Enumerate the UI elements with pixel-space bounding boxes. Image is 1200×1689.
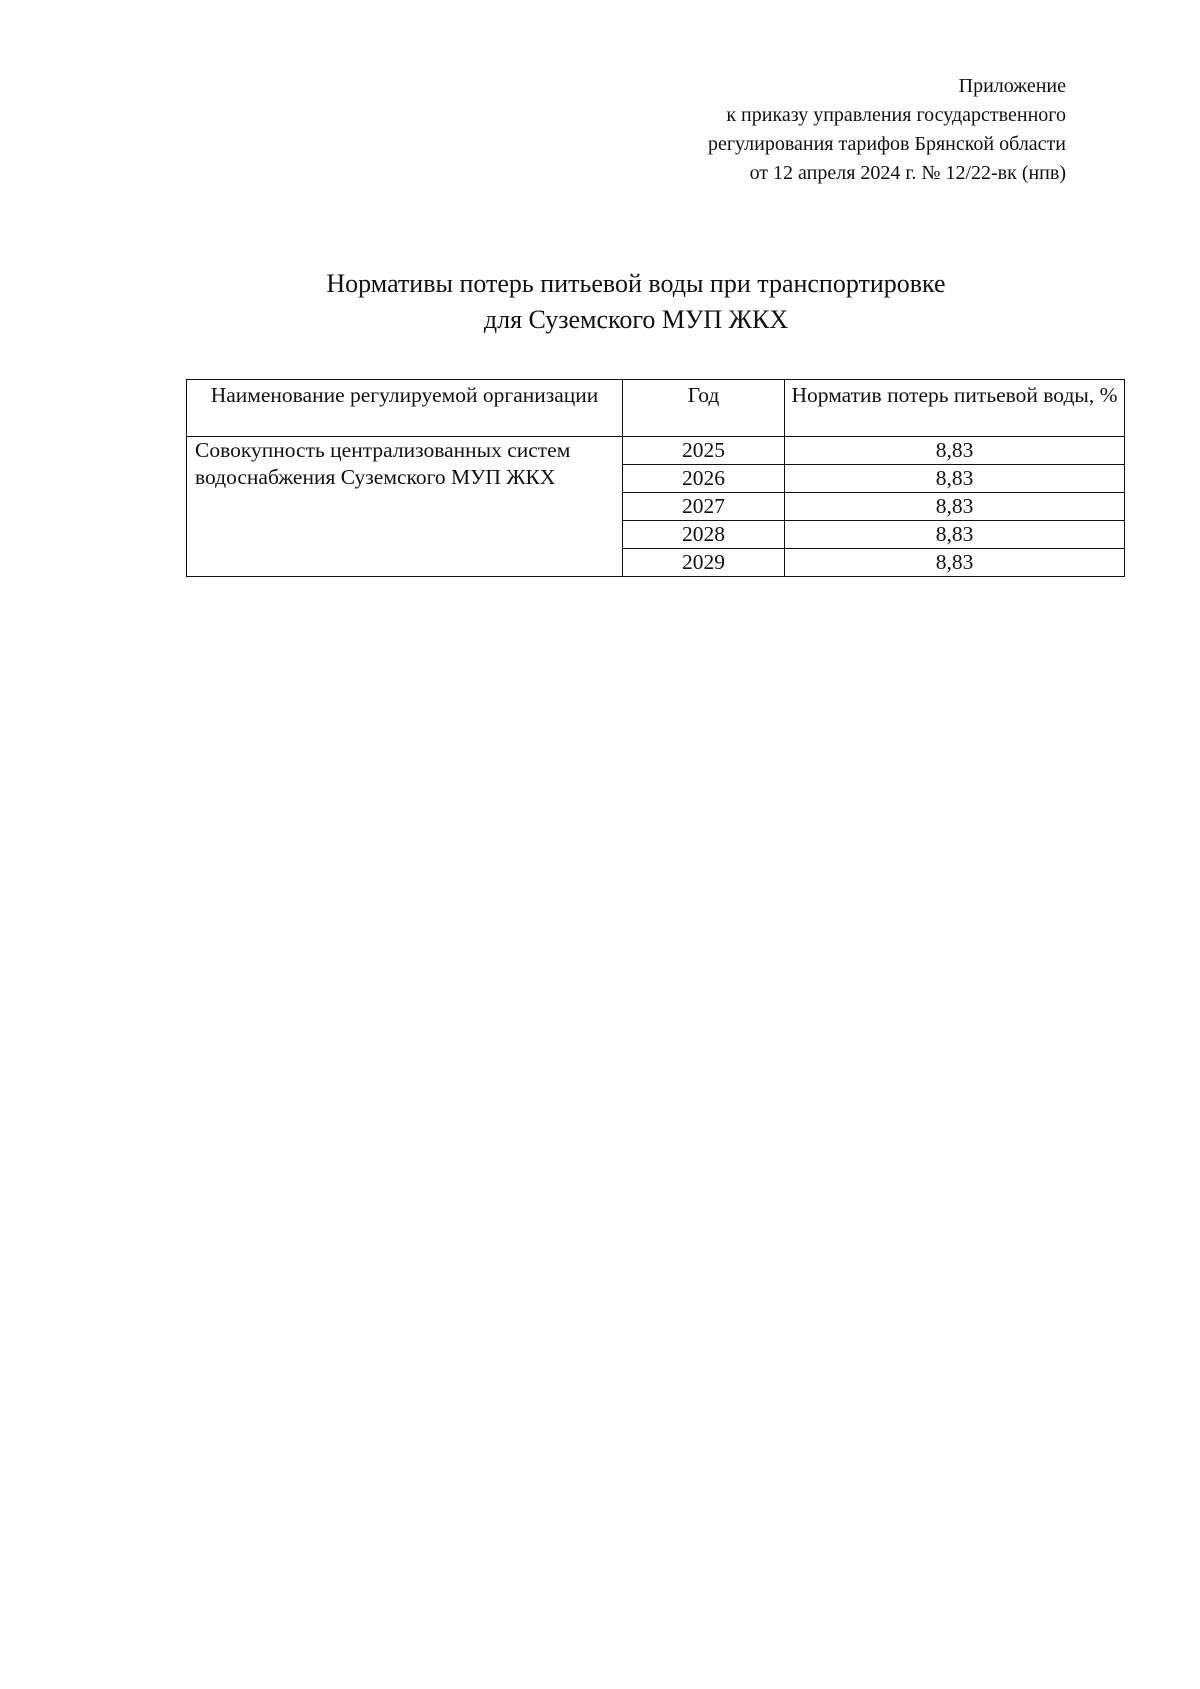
- header-norm: Норматив потерь питьевой воды, %: [785, 380, 1125, 437]
- year-cell: 2029: [623, 549, 785, 577]
- appendix-line-3: регулирования тарифов Брянской области: [707, 133, 1066, 155]
- appendix-block: [708, 72, 1066, 188]
- table-row: [187, 437, 1125, 465]
- appendix-line-1: Приложение: [958, 75, 1066, 97]
- value-cell: 8,83: [785, 549, 1125, 577]
- year-cell: 2025: [623, 437, 785, 465]
- value-cell: 8,83: [785, 521, 1125, 549]
- header-year: Год: [623, 380, 785, 437]
- year-cell: 2026: [623, 465, 785, 493]
- title-line-2: для Суземского МУП ЖКХ: [483, 305, 789, 334]
- value-cell: 8,83: [785, 465, 1125, 493]
- year-cell: 2028: [623, 521, 785, 549]
- title-line-1: Нормативы потерь питьевой воды при транспортировке: [326, 269, 946, 298]
- norms-table: [186, 379, 1125, 577]
- organization-cell: Совокупность централизованных систем водоснабжения Суземского МУП ЖКХ: [187, 437, 623, 577]
- year-cell: 2027: [623, 493, 785, 521]
- appendix-line-4: от 12 апреля 2024 г. № 12/22-вк (нпв): [749, 162, 1066, 184]
- header-organization: Наименование регулируемой организации: [187, 380, 623, 437]
- appendix-line-2: к приказу управления государственного: [726, 104, 1066, 126]
- table-header-row: [187, 380, 1125, 437]
- value-cell: 8,83: [785, 493, 1125, 521]
- document-title: [186, 266, 1086, 338]
- value-cell: 8,83: [785, 437, 1125, 465]
